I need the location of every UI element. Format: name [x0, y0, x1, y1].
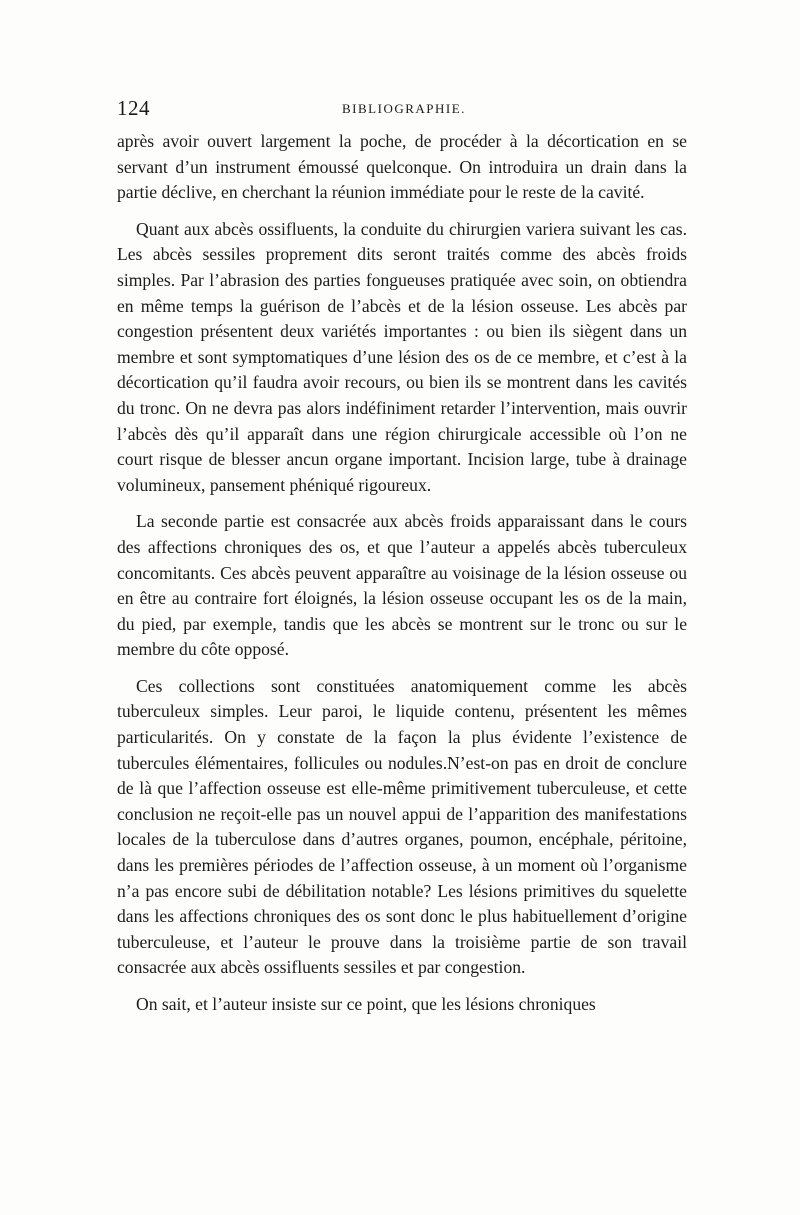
page-number: 124 — [117, 96, 150, 120]
running-head — [117, 96, 687, 124]
paragraph-collections: Ces collections sont constituées anatomiquement comme les abcès tuberculeux simples. Leur paroi, le liquide contenu, présentent les mêmes particularités. On y constate de la façon la plus évidente l’existence de tubercules élémentaires, follicules ou nodules.N’est-on pas en droit de conclure de là que l’affection osseuse est elle-même primitivement tuberculeuse, et cette conclusion ne reçoit-elle pas un nouvel appui de l’apparition des manifestations locales de la tuberculose dans d’autres organes, poumon, encéphale, péritoine, dans les premières périodes de l’affection osseuse, à un moment où l’organisme n’a pas encore subi de débilitation notable? Les lésions primitives du squelette dans les affections chroniques des os sont donc le plus habituellement d’origine tuberculeuse, et l’auteur le prouve dans la troisième partie de son travail consacrée aux abcès ossifluents sessiles et par congestion. — [117, 675, 687, 978]
paragraph-seconde-partie: La seconde partie est consacrée aux abcès froids apparaissant dans le cours des affections chroniques des os, et que l’auteur a appelés abcès tuberculeux concomitants. Ces abcès peuvent apparaître au voisinage de la lésion osseuse ou en être au contraire fort éloignés, la lésion osseuse occupant les os de la main, du pied, par exemple, tandis que les abcès se montrent sur le tronc ou sur le membre du côte opposé. — [117, 511, 687, 660]
running-title: BIBLIOGRAPHIE. — [342, 101, 466, 116]
paragraph-abces-ossifluents: Quant aux abcès ossifluents, la conduite du chirurgien variera suivant les cas. Les abcès sessiles proprement dits seront traités comme des abcès froids simples. Par l’abrasion des parties fongueuses pratiquée avec soin, on obtiendra en même temps la guérison de l’abcès et de la lésion osseuse. Les abcès par congestion présentent deux variétés importantes : ou bien ils siègent dans un membre et sont symptomatiques d’une lésion des os de ce membre, et c’est à la décortication qu’il faudra avoir recours, ou bien ils se montrent dans les cavités du tronc. On ne devra pas alors indéfiniment retarder l’intervention, mais ouvrir l’abcès dès qu’il apparaît dans une région chirurgicale accessible où l’on ne court risque de blesser ancun organe important. Incision large, tube à drainage volumineux, pansement phéniqué rigoureux. — [117, 218, 687, 495]
paragraph-lesions-chroniques: On sait, et l’auteur insiste sur ce point, que les lésions chroniques — [136, 994, 596, 1014]
paragraph-continuation: après avoir ouvert largement la poche, de procéder à la décortication en se servant d’un instrument émoussé quelconque. On introduira un drain dans la partie déclive, en cherchant la réunion immédiate pour le reste de la cavité. — [117, 131, 687, 203]
body-text — [117, 129, 687, 1018]
